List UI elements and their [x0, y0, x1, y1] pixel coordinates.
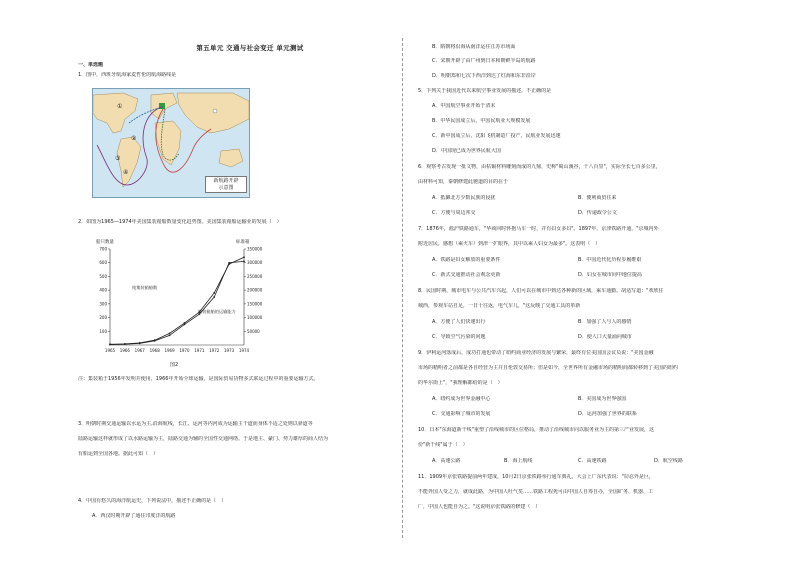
right-line-14: 7．1876年，淞沪铁路通车，"华商同时怀抱马车一时，并有妇女多妇"。1897年，京津铁路开通，"京城内外 [418, 226, 659, 232]
right-line-20: 8．民国时期，城市电车与公共汽车兴起，人们可以在城市中到达各种新的区域，乘车通勤。胡适写道："欢欣往 [418, 288, 664, 294]
right-line-10: A．抵御北方少数民族的侵扰 [432, 195, 496, 201]
right-line-26: 9．伊利运河落成后，成功打通也带动了纽约商业经济的发展与繁荣，最终有位美国国会议员说："美国金融 [418, 350, 654, 356]
right-tick-label: 300000 [247, 260, 263, 266]
container-ship-chart [94, 237, 266, 361]
map-marker-4: ④ [123, 169, 129, 176]
right-line-19: D．妇女在城市间中地位提高 [578, 272, 642, 278]
right-line-5: B．中华民国成立后，中国民航业大规模发展 [432, 118, 531, 124]
right-line-22: A．方便了人们快速出行 [432, 319, 486, 325]
right-line-36: B．海上航线 [504, 458, 533, 464]
x-tick-label: 1966 [119, 348, 130, 353]
chart-lines [109, 256, 245, 345]
left-tick-label: 400 [99, 287, 107, 293]
right-line-34: 份"新干线"属于（ ） [418, 442, 468, 448]
right-line-8: 6．观察考古发现一批文物，由枯铜材料雕刻而成的九鼎，史称"蜀山溪谷，千八百里"，实际全长七百多公里， [418, 164, 661, 170]
right-line-35: A．高速公路 [432, 458, 461, 464]
q2-stem: 2．如图为1965—1974年美国集装箱船数量变化趋势图。美国集装箱船运输业的发展（ ） [78, 219, 282, 225]
left-tick-label: 300 [99, 301, 107, 307]
right-line-24: C．导致空气污染的问题 [432, 334, 486, 340]
route-map [92, 88, 250, 198]
left-tick-label: 600 [99, 260, 107, 266]
right-line-25: D．使人口大量涌向城市 [578, 334, 632, 340]
right-line-13: D．传递政令公文 [578, 210, 617, 216]
q4-stem: 4．中国有悠久的海洋航运史，下列说法中，描述不正确的是（ ） [78, 498, 227, 504]
north-america [93, 93, 138, 133]
x-tick-label: 1965 [104, 348, 116, 353]
right-tick-label: 50000 [247, 328, 260, 334]
australia [219, 149, 243, 167]
series-2-point [184, 324, 186, 326]
right-line-31: C．交通影响了城市的发展 [432, 411, 491, 417]
series-2-annotation: 集装箱船的运输能力 [198, 309, 236, 314]
compass-icon [213, 109, 217, 113]
right-tick-label: 250000 [247, 273, 263, 279]
map-marker-2: ② [131, 135, 137, 142]
series-2-point [243, 260, 245, 262]
right-line-33: 10．日本"东海道新干线"重塑了沿线城市的区位格局，推动了沿线城市向以服务业为主的第三产业发展，这 [418, 427, 654, 433]
q1-stem: 1．图中，西班牙航海家麦哲伦的航海路线是 [78, 72, 177, 78]
series-2-point [109, 344, 111, 346]
right-line-39: 11．1909年京张铁路提前两年建成，10月2日京张铁路举行通车典礼，大会上广东代表说："窃忍外是巨， [418, 474, 654, 480]
right-line-15: 附近居民，感想（乘火车）到津一扩眼界，其中以乘人妇女为最多"。这表明（ ） [418, 241, 601, 247]
right-line-37: C．高速铁路 [578, 458, 607, 464]
right-line-4: A．中国航空事业开始于清末 [432, 103, 496, 109]
series-1-point [243, 256, 245, 258]
right-line-29: A．纽约成为世界金融中心 [432, 396, 491, 402]
q2-note: 注：集装箱于1956年发明并使用，1966年开始全球运输，是国际贸易货物多式联运过程中的重要运输方式。 [78, 376, 319, 382]
chart-caption: 图2 [170, 362, 179, 368]
q4-option-a: A．西汉时期开辟了通往印度洋的航路 [92, 513, 176, 519]
right-line-17: B．中国近代化历程步履维艰 [578, 257, 642, 263]
series-1-point [213, 292, 215, 294]
right-line-0: B．隋朝将沿海从南洋运往江苏市场面 [432, 44, 516, 50]
right-line-41: 厂，中国人也能自为之。"这说明京张铁路的修建（ ） [418, 504, 541, 510]
right-axis-label: 标准箱 [236, 240, 250, 245]
asia [177, 93, 249, 133]
chart-ticks [99, 247, 262, 354]
series-line-2 [110, 261, 244, 344]
right-line-9: 由材料可知，秦朝修建此驰道的目的在于 [418, 179, 509, 185]
section-heading: 一、单选题 [78, 62, 104, 68]
map-marker-3: ③ [115, 155, 121, 162]
chart-svg [94, 237, 266, 361]
right-line-7: D．中国现已成为世界民航大国 [432, 148, 501, 154]
series-2-point [228, 262, 230, 264]
x-tick-label: 1970 [179, 348, 190, 353]
left-tick-label: 700 [99, 246, 107, 252]
right-tick-label: 200000 [247, 287, 263, 293]
right-line-30: B．美国成为世界强国 [578, 396, 627, 402]
right-line-28: 的华尔街上"，"我理解都给的是（ ） [418, 380, 503, 386]
x-tick-label: 1972 [209, 348, 220, 353]
x-tick-label: 1969 [164, 348, 175, 353]
map-legend-box [205, 176, 247, 193]
map-label-line1: 新航路开辟 [213, 178, 239, 184]
right-tick-label: 150000 [247, 301, 263, 307]
series-2-point [139, 342, 141, 344]
series-1-point [169, 332, 171, 334]
right-line-32: D．运河加强了世界的联系 [578, 411, 637, 417]
series-1-annotation: 纯集装箱船数 [132, 285, 158, 290]
left-tick-label: 500 [99, 273, 107, 279]
x-tick-label: 1971 [194, 348, 205, 353]
series-2-point [169, 335, 171, 337]
left-tick-label: 200 [99, 315, 107, 321]
page-title: 第五单元 交通与社会变迁 单元测试 [196, 44, 304, 52]
right-line-11: B．便利商贸往来 [578, 195, 617, 201]
series-2-point [213, 296, 215, 298]
q3-stem-line2: 陆路运输这样就形成了以水路运输为主，陆路交通为辅的全国性交通网络。于是地主、豪门、势力雄厚的商人结为 [78, 436, 329, 442]
right-line-38: D．航空线路 [654, 458, 683, 464]
map-label-line2: 示意图 [218, 184, 234, 191]
africa [155, 121, 181, 165]
right-line-21: 城西，参观车站自足，一日十往返，电气车儿，"这反映了交通工具的革新 [418, 303, 581, 309]
right-line-40: 不能外国人受之力，就成此路，为中国人吐气矣……铁路工程死可由中国人自筹自办，全国矿务、机器、工 [418, 489, 654, 495]
x-tick-label: 1974 [238, 348, 250, 353]
series-line-1 [110, 257, 244, 344]
right-line-2: D．明朝郑和七次下西洋到达了红海和东非沿岸 [432, 73, 536, 79]
x-tick-label: 1968 [149, 348, 160, 353]
x-tick-label: 1973 [224, 348, 235, 353]
right-tick-label: 350000 [247, 246, 263, 252]
left-axis-label: 船只数量 [96, 240, 114, 245]
right-line-1: C．宋朝开辟了由广州到日本和朝鲜半岛的航路 [432, 58, 536, 64]
right-line-12: C．方便与周边邦交 [432, 210, 476, 216]
series-2-point [154, 340, 156, 342]
right-line-3: 5．下列关于我国近代以来航空事业发展的描述，不正确的是 [418, 88, 552, 94]
series-2-point [124, 343, 126, 345]
south-america [117, 137, 141, 187]
column-divider [402, 38, 403, 538]
right-line-27: 市场的精明者之前都是各自经营为主并且伦敦交易所；但是如今，全世界所有金融市场的精明商都转移到了美国的纽约 [418, 365, 679, 371]
right-tick-label: 100000 [247, 315, 263, 321]
right-line-16: A．铁路是妇女解放的重要条件 [432, 257, 501, 263]
q3-stem-line1: 3．明朝时期交通运输以水运为主,沿海航线，长江、运河等内河成为运输主干道而身体不适之处则以驿道等 [78, 421, 313, 427]
map-marker-1: ① [117, 103, 123, 110]
chart-axes [110, 249, 244, 345]
x-tick-label: 1967 [134, 348, 145, 353]
right-line-6: C．新中国成立后，沈阳飞机制造厂投产，民航业发展迅速 [432, 133, 561, 139]
right-line-23: B．加强了人与人的感情 [578, 319, 632, 325]
q3-stem-line3: 有船运到全国各地。据此可知（ ） [78, 451, 159, 457]
right-line-18: C．新式交通推动社会观念更新 [432, 272, 501, 278]
left-tick-label: 100 [99, 328, 107, 334]
